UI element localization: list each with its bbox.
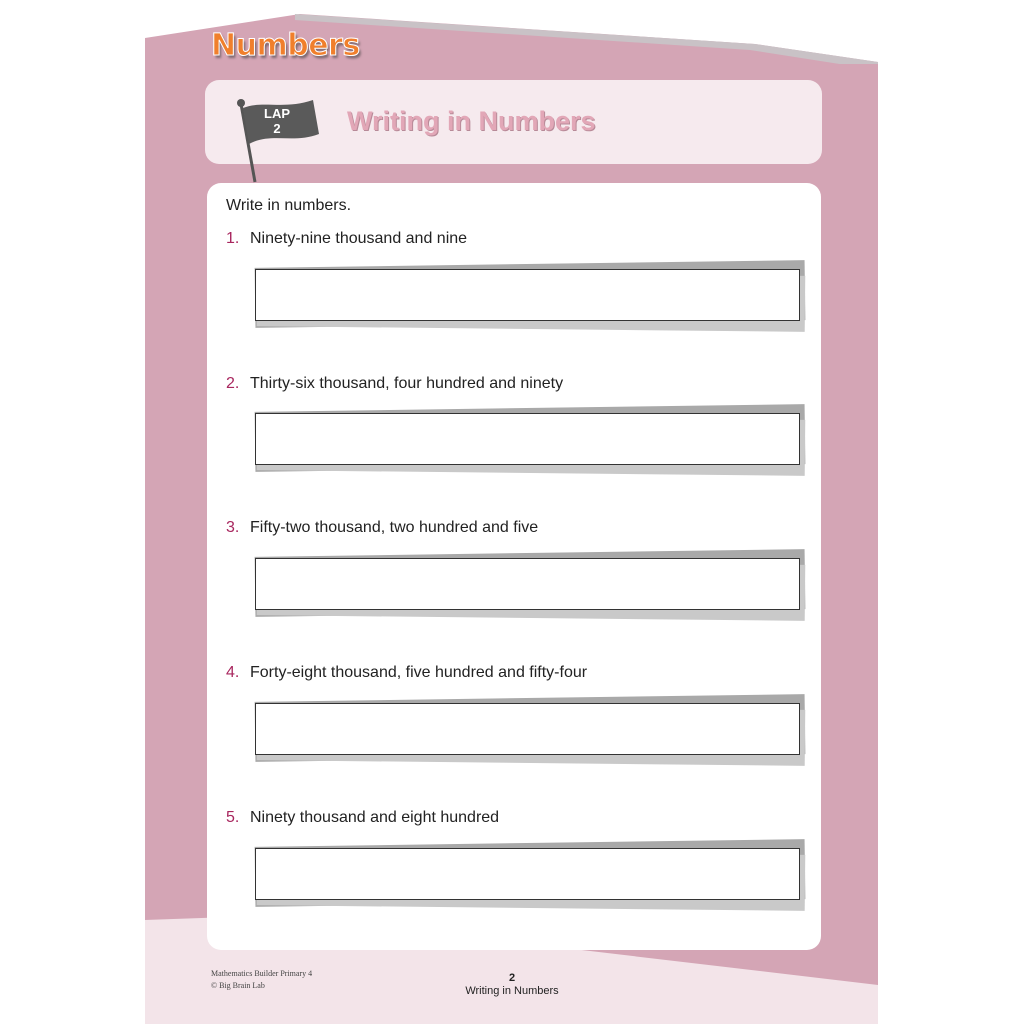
question-3 (226, 519, 538, 537)
answer-box-2[interactable] (255, 413, 800, 465)
section-title: Numbers (211, 28, 360, 63)
answer-box-4[interactable] (255, 703, 800, 755)
footer-credits (211, 968, 312, 992)
footer-copyright: © Big Brain Lab (211, 981, 265, 990)
question-number: 1. (226, 230, 240, 247)
worksheet-page (145, 0, 878, 1024)
question-text: Thirty-six thousand, four hundred and ninety (250, 375, 564, 392)
question-number: 4. (226, 664, 240, 681)
question-text: Fifty-two thousand, two hundred and five (250, 519, 539, 536)
lap-number: 2 (273, 121, 281, 136)
question-number: 3. (226, 519, 240, 536)
instruction-text: Write in numbers. (226, 197, 352, 214)
lap-label: LAP (264, 106, 290, 121)
question-text: Ninety-nine thousand and nine (250, 230, 468, 247)
lesson-title: Writing in Numbers (347, 106, 596, 136)
answer-box-1[interactable] (255, 269, 800, 321)
question-4 (226, 664, 587, 682)
answer-box-5[interactable] (255, 848, 800, 900)
footer-page-title: Writing in Numbers (465, 985, 559, 997)
question-text: Forty-eight thousand, five hundred and fifty-four (250, 664, 588, 681)
answer-box-1-wrapper (253, 267, 809, 331)
question-number: 2. (226, 375, 240, 392)
answer-box-5-wrapper (253, 846, 809, 910)
question-2 (226, 375, 563, 393)
question-5 (226, 809, 499, 827)
footer-page-info (387, 972, 637, 998)
page-number: 2 (508, 972, 516, 984)
lap-badge (253, 106, 301, 136)
answer-box-3-wrapper (253, 556, 809, 620)
question-1 (226, 230, 467, 248)
footer-book-title: Mathematics Builder Primary 4 (211, 969, 313, 978)
answer-box-4-wrapper (253, 701, 809, 765)
answer-box-3[interactable] (255, 558, 800, 610)
question-number: 5. (226, 809, 240, 826)
answer-box-2-wrapper (253, 411, 809, 475)
question-text: Ninety thousand and eight hundred (250, 809, 500, 826)
